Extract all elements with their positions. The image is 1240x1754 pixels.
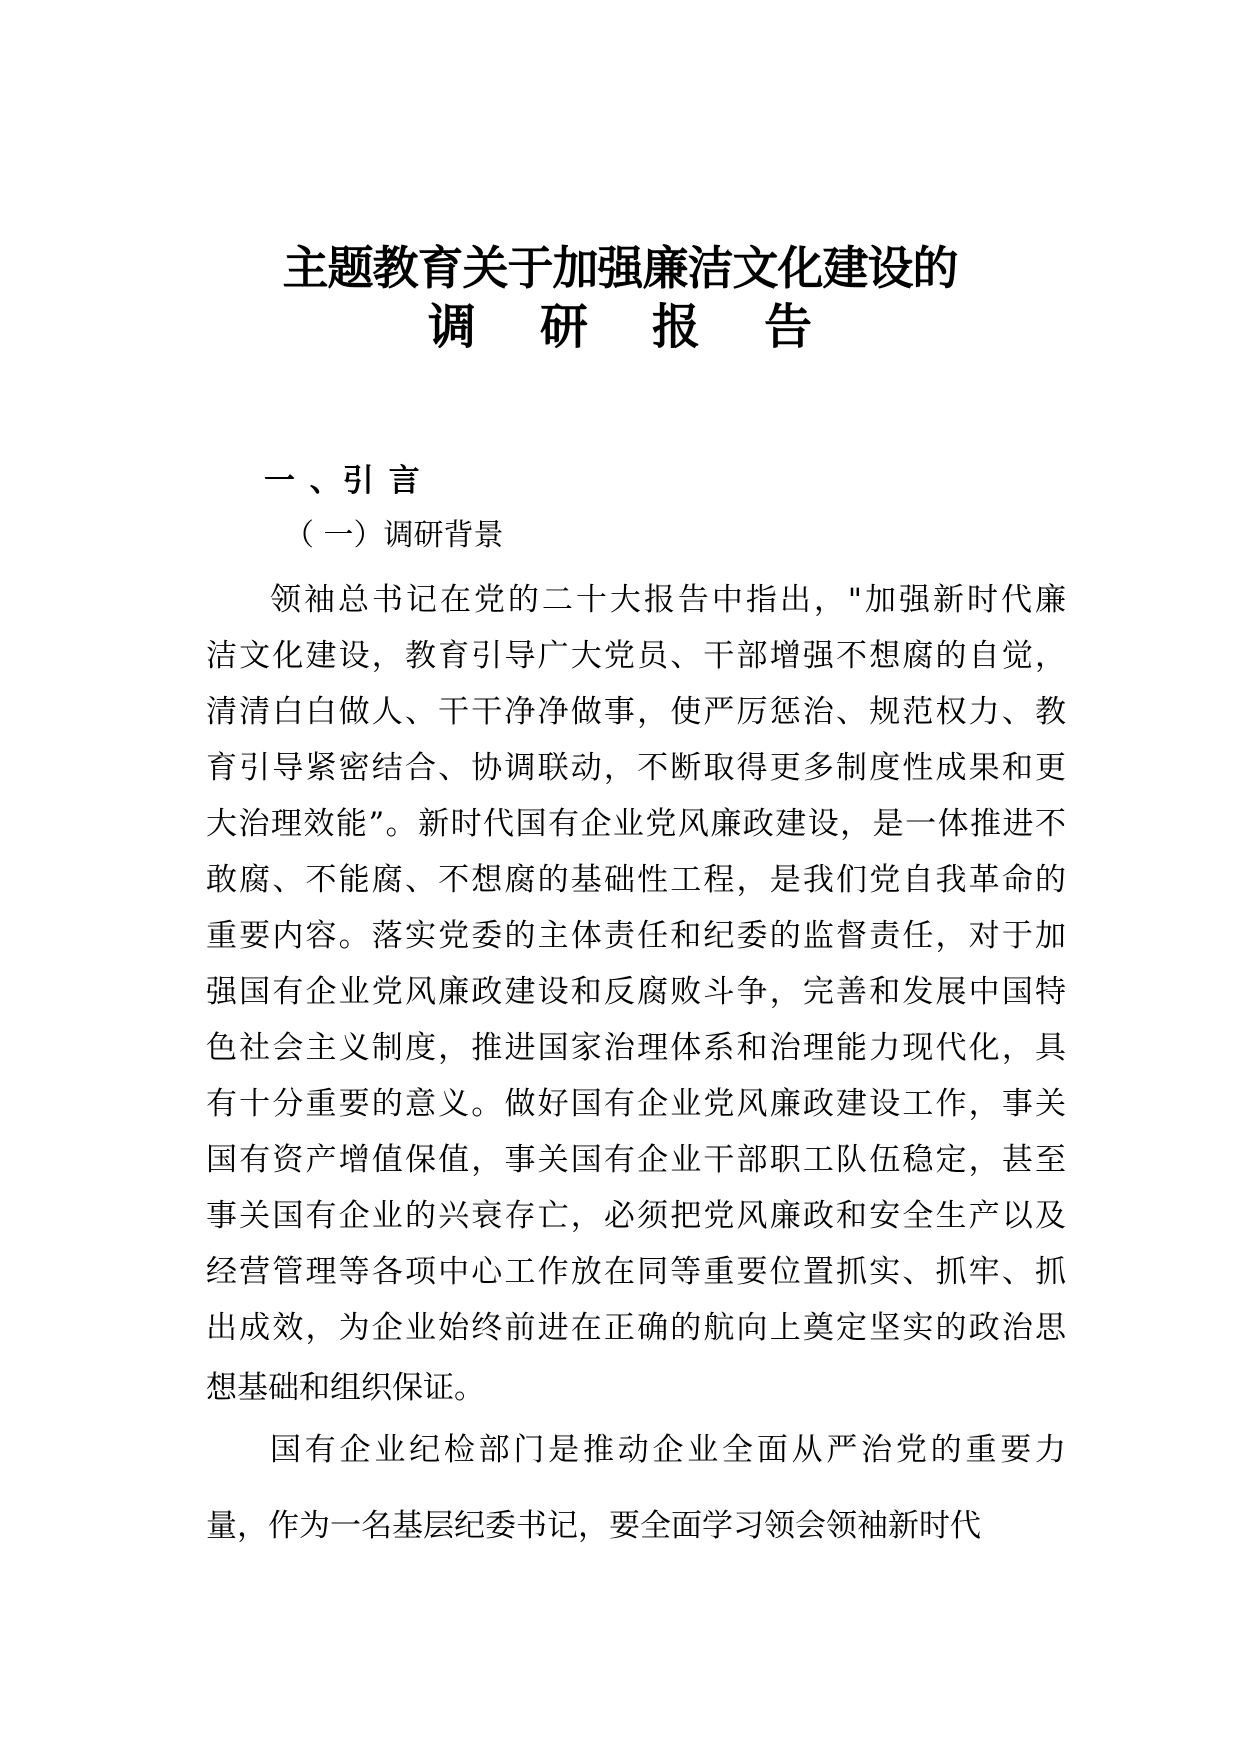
paragraph-line: 洁文化建设，教育引导广大党员、干部增强不想腐的自觉， <box>206 638 1066 674</box>
paragraph-line: 国有企业纪检部门是推动企业全面从严治党的重要力 <box>270 1432 1066 1468</box>
paragraph-line: 育引导紧密结合、协调联动，不断取得更多制度性成果和更 <box>206 750 1066 786</box>
paragraph-line: 出成效，为企业始终前进在正确的航向上奠定坚实的政治思 <box>206 1310 1066 1346</box>
subsection-heading: （ 一）调研背景 <box>284 518 504 553</box>
paragraph-line: 国有资产增值保值，事关国有企业干部职工队伍稳定，甚至 <box>206 1142 1066 1178</box>
paragraph-line: 大治理效能”。新时代国有企业党风廉政建设，是一体推进不 <box>206 806 1066 842</box>
document-title-line2 <box>0 296 1240 358</box>
title-char: 告 <box>764 299 813 355</box>
paragraph-line: 强国有企业党风廉政建设和反腐败斗争，完善和发展中国特 <box>206 974 1066 1010</box>
title-char: 调 <box>427 299 476 355</box>
paragraph-line: 事关国有企业的兴衰存亡，必须把党风廉政和安全生产以及 <box>206 1198 1066 1234</box>
paragraph-line: 经营管理等各项中心工作放在同等重要位置抓实、抓牢、抓 <box>206 1254 1066 1290</box>
paragraph-line: 清清白白做人、干干净净做事，使严厉惩治、规范权力、教 <box>206 694 1066 730</box>
section-heading: 一 、引 言 <box>264 463 422 499</box>
paragraph-line: 敢腐、不能腐、不想腐的基础性工程，是我们党自我革命的 <box>206 862 1066 898</box>
paragraph-line: 量，作为一名基层纪委书记，要全面学习领会领袖新时代 <box>206 1508 981 1544</box>
title-char: 研 <box>539 299 588 355</box>
title-char: 报 <box>652 299 701 355</box>
paragraph-line: 有十分重要的意义。做好国有企业党风廉政建设工作，事关 <box>206 1086 1066 1122</box>
paragraph-line: 重要内容。落实党委的主体责任和纪委的监督责任，对于加 <box>206 918 1066 954</box>
paragraph-line: 想基础和组织保证。 <box>206 1370 485 1406</box>
paragraph-line: 领袖总书记在党的二十大报告中指出，"加强新时代廉 <box>270 582 1066 618</box>
document-title: 主题教育关于加强廉洁文化建设的 <box>282 241 958 295</box>
paragraph-line: 色社会主义制度，推进国家治理体系和治理能力现代化，具 <box>206 1030 1066 1066</box>
